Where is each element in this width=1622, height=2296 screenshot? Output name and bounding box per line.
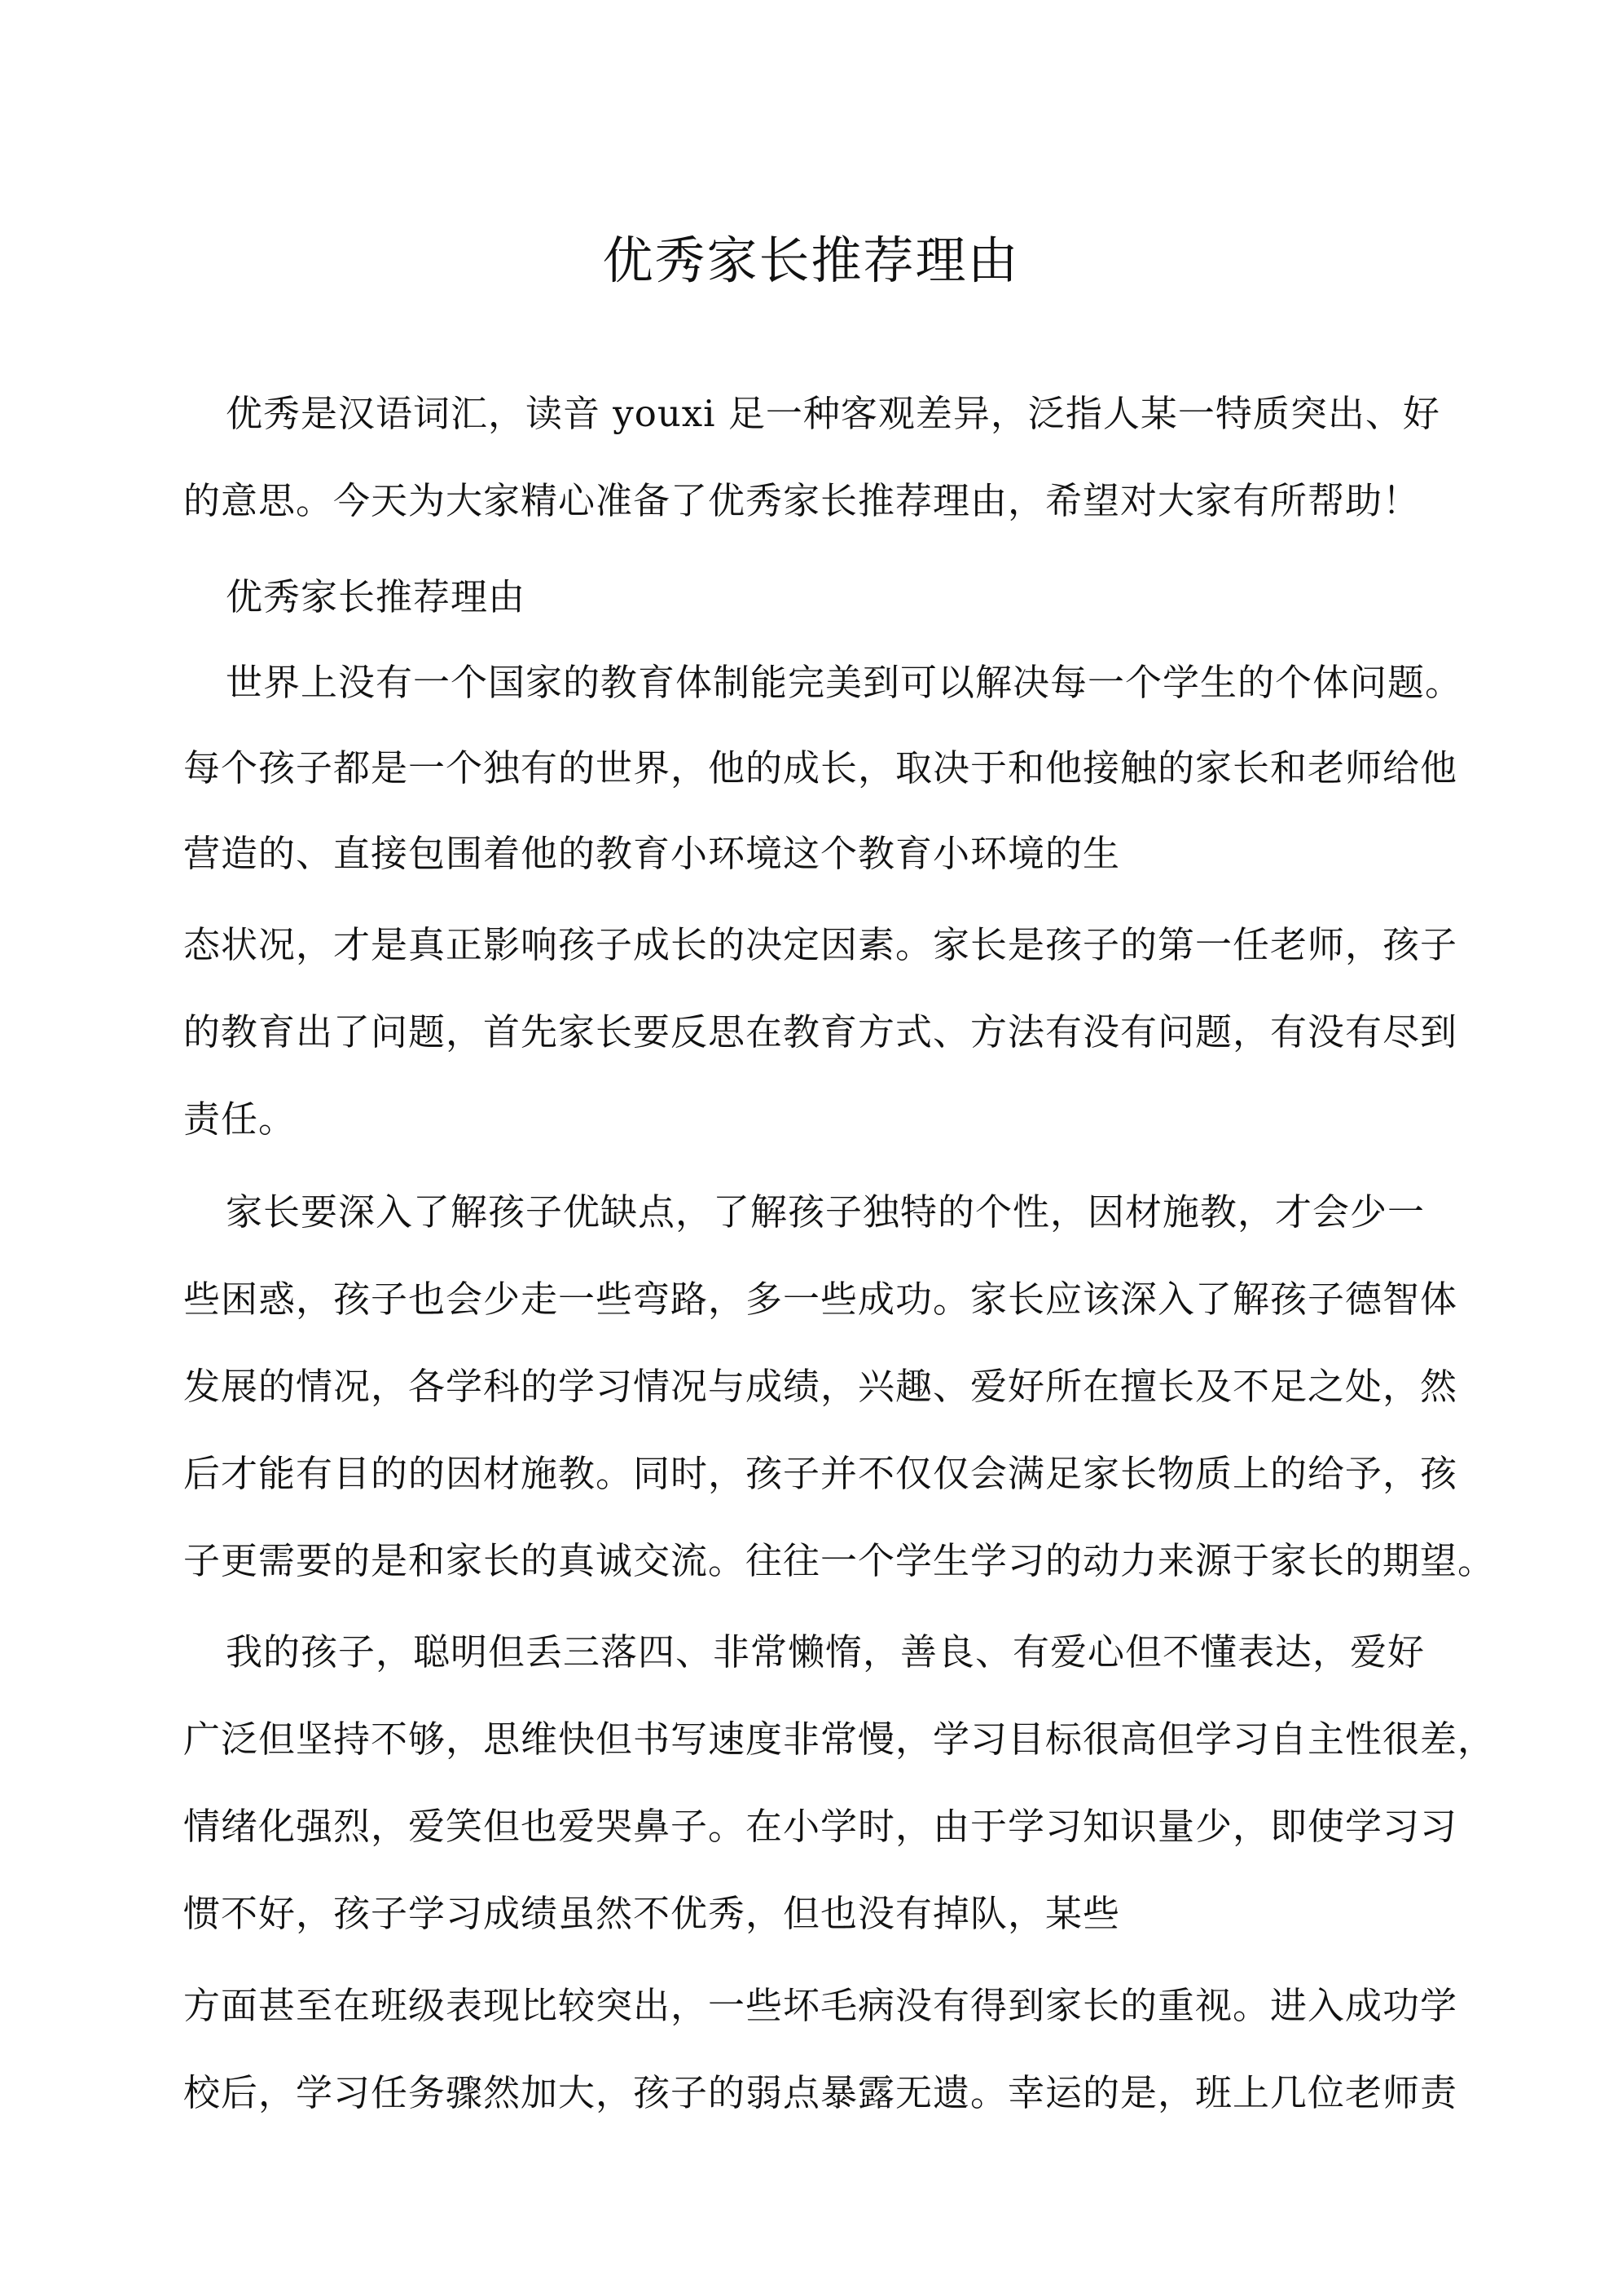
paragraph-line: 每个孩子都是一个独有的世界，他的成长，取决于和他接触的家长和老师给他 bbox=[183, 746, 1458, 790]
paragraph-line: 优秀是汉语词汇，读音 youxi 足一种客观差异，泛指人某一特质突出、好 bbox=[226, 392, 1440, 435]
paragraph-line: 我的孩子，聪明但丢三落四、非常懒惰，善良、有爱心但不懂表达，爱好 bbox=[226, 1630, 1426, 1674]
paragraph-line: 子更需要的是和家长的真诚交流。往往一个学生学习的动力来源于家长的期望。 bbox=[183, 1539, 1496, 1582]
document-title: 优秀家长推荐理由 bbox=[602, 231, 1020, 290]
paragraph-line: 些困惑，孩子也会少走一些弯路，多一些成功。家长应该深入了解孩子德智体 bbox=[183, 1278, 1458, 1321]
paragraph-line: 发展的情况，各学科的学习情况与成绩，兴趣、爱好所在擅长及不足之处，然 bbox=[183, 1365, 1458, 1408]
paragraph-line: 方面甚至在班级表现比较突出，一些坏毛病没有得到家长的重视。进入成功学 bbox=[183, 1984, 1458, 2027]
paragraph-line: 的意思。今天为大家精心准备了优秀家长推荐理由，希望对大家有所帮助！ bbox=[183, 479, 1421, 522]
paragraph-line: 态状况，才是真正影响孩子成长的决定因素。家长是孩子的第一任老师，孩子 bbox=[183, 923, 1458, 966]
paragraph-line: 广泛但坚持不够，思维快但书写速度非常慢，学习目标很高但学习自主性很差， bbox=[183, 1718, 1496, 1761]
paragraph-line: 惯不好，孩子学习成绩虽然不优秀，但也没有掉队，某些 bbox=[183, 1892, 1121, 1935]
paragraph-line: 责任。 bbox=[183, 1097, 297, 1141]
paragraph-line: 家长要深入了解孩子优缺点，了解孩子独特的个性，因材施教，才会少一 bbox=[226, 1190, 1426, 1234]
paragraph-line: 后才能有目的的因材施教。同时，孩子并不仅仅会满足家长物质上的给予，孩 bbox=[183, 1452, 1458, 1495]
paragraph-line: 情绪化强烈，爱笑但也爱哭鼻子。在小学时，由于学习知识量少，即使学习习 bbox=[183, 1805, 1458, 1848]
paragraph-line: 世界上没有一个国家的教育体制能完美到可以解决每一个学生的个体问题。 bbox=[226, 661, 1463, 704]
paragraph-line: 的教育出了问题，首先家长要反思在教育方式、方法有没有问题，有没有尽到 bbox=[183, 1010, 1458, 1053]
paragraph-line: 营造的、直接包围着他的教育小环境这个教育小环境的生 bbox=[183, 832, 1121, 875]
section-heading: 优秀家长推荐理由 bbox=[226, 575, 526, 618]
paragraph-line: 校后，学习任务骤然加大，孩子的弱点暴露无遗。幸运的是，班上几位老师责 bbox=[183, 2071, 1458, 2114]
